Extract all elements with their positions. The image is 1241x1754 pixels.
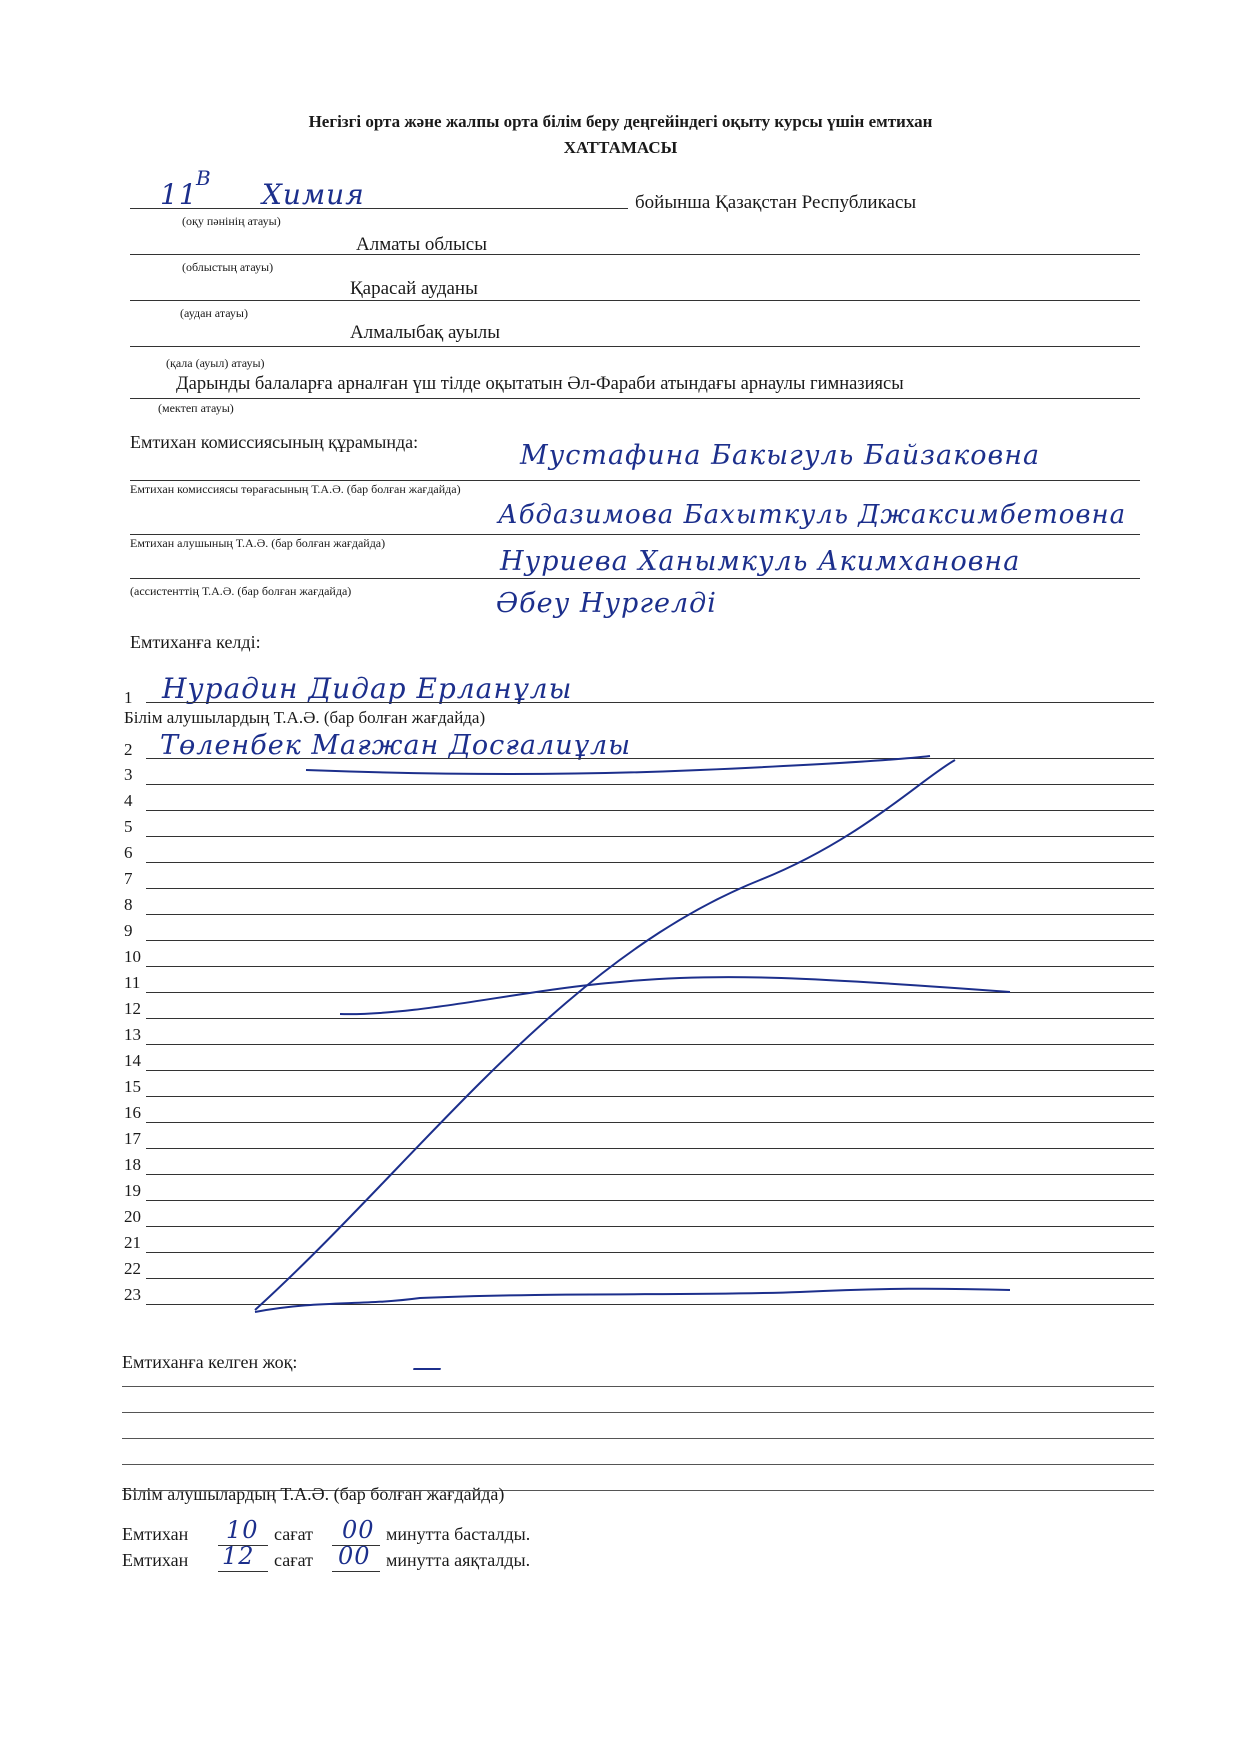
exam-end-prefix: Емтихан xyxy=(122,1550,189,1570)
exam-end-hour-line xyxy=(218,1571,268,1572)
district-caption: (аудан атауы) xyxy=(180,306,248,320)
attended-row-number: 23 xyxy=(124,1285,141,1304)
attended-row-number: 2 xyxy=(124,740,133,759)
cross-out-underline-stroke xyxy=(306,756,930,774)
absent-mark: — xyxy=(412,1350,443,1385)
attended-fio-caption: Білім алушылардың Т.А.Ә. (бар болған жағдайда) xyxy=(124,708,486,727)
exam-end-minutes-line xyxy=(332,1571,380,1572)
attended-row-number: 22 xyxy=(124,1259,141,1278)
school-value: Дарынды балаларға арналған үш тілде оқытатын Әл-Фараби атындағы арнаулы гимназиясы xyxy=(176,374,904,394)
commission-chair-caption: Емтихан комиссиясы төрағасының Т.А.Ә. (бар болған жағдайда) xyxy=(130,482,461,496)
subject-suffix: бойынша Қазақстан Республикасы xyxy=(635,192,917,213)
attended-row-number: 5 xyxy=(124,817,133,836)
commission-examiner-name: Абдазимова Бахыткуль Джаксимбетовна xyxy=(498,500,1127,530)
attended-row-number: 9 xyxy=(124,921,133,940)
region-value: Алматы облысы xyxy=(356,234,487,255)
attended-row-number: 8 xyxy=(124,895,133,914)
commission-examiner-caption: Емтихан алушының Т.А.Ә. (бар болған жағдайда) xyxy=(130,536,386,550)
school-caption: (мектеп атауы) xyxy=(158,401,234,415)
attended-row-number: 17 xyxy=(124,1129,141,1148)
attended-row-number: 12 xyxy=(124,999,141,1018)
cross-out-bottom-stroke xyxy=(255,1289,1010,1312)
attended-student-name-1: Нурадин Дидар Ерланұлы xyxy=(162,672,573,705)
attended-row-number: 6 xyxy=(124,843,133,862)
exam-end-hour-word: сағат xyxy=(274,1550,313,1570)
attended-row-number: 20 xyxy=(124,1207,141,1226)
exam-start-hour: 10 xyxy=(226,1516,259,1544)
town-caption: (қала (ауыл) атауы) xyxy=(166,356,265,370)
subject-grade-letter: В xyxy=(196,166,212,190)
district-value: Қарасай ауданы xyxy=(350,278,478,299)
exam-end-minutes: 00 xyxy=(338,1542,371,1570)
absent-blank-line xyxy=(122,1464,1154,1465)
attended-row-number: 10 xyxy=(124,947,141,966)
attended-row-number: 11 xyxy=(124,973,141,992)
absent-blank-line xyxy=(122,1386,1154,1387)
commission-assistant-name-1: Нуриева Ханымкуль Акимхановна xyxy=(500,546,1021,577)
commission-heading: Емтихан комиссиясының құрамында: xyxy=(130,432,419,452)
cross-out-diagonal-stroke xyxy=(255,760,955,1310)
attended-row-number: 7 xyxy=(124,869,133,888)
attended-student-name-2: Төленбек Мағжан Досғалиұлы xyxy=(160,730,632,761)
attended-row-number: 18 xyxy=(124,1155,141,1174)
attended-row-number: 19 xyxy=(124,1181,141,1200)
exam-end-suffix: минутта аяқталды. xyxy=(386,1550,531,1570)
attended-row-number: 13 xyxy=(124,1025,141,1044)
absent-blank-line xyxy=(122,1438,1154,1439)
subject-caption: (оқу пәнінің атауы) xyxy=(182,214,281,228)
attended-row-number: 14 xyxy=(124,1051,141,1070)
exam-start-suffix: минутта басталды. xyxy=(386,1524,531,1544)
commission-assistant-name-2: Әбеу Нургелді xyxy=(496,588,717,619)
attended-row-number: 3 xyxy=(124,765,133,784)
exam-start-prefix: Емтихан xyxy=(122,1524,189,1544)
attended-row-number: 16 xyxy=(124,1103,141,1122)
document-title-line-2: ХАТТАМАСЫ xyxy=(563,138,678,157)
subject-name: Химия xyxy=(262,178,365,211)
region-caption: (облыстың атауы) xyxy=(182,260,274,274)
attended-row-number: 15 xyxy=(124,1077,141,1096)
exam-end-hour: 12 xyxy=(222,1542,255,1570)
attended-row-number: 21 xyxy=(124,1233,141,1252)
subject-grade: 11 xyxy=(160,178,198,211)
cross-out-arc-stroke xyxy=(340,977,1010,1014)
document-title-line-1: Негізгі орта және жалпы орта білім беру деңгейіндегі оқыту курсы үшін емтихан xyxy=(308,112,933,131)
attended-row-number: 4 xyxy=(124,791,133,810)
exam-start-minutes: 00 xyxy=(342,1516,375,1544)
commission-chair-name: Мустафина Бакыгуль Байзаковна xyxy=(520,440,1041,471)
commission-assistant-caption: (ассистенттің Т.А.Ә. (бар болған жағдайда) xyxy=(130,584,352,598)
absent-blank-line xyxy=(122,1412,1154,1413)
town-value: Алмалыбақ ауылы xyxy=(350,322,501,343)
absent-heading: Емтиханға келген жоқ: xyxy=(122,1352,298,1372)
attended-heading: Емтиханға келді: xyxy=(130,632,261,652)
attended-row-number: 1 xyxy=(124,688,133,707)
exam-start-hour-word: сағат xyxy=(274,1524,313,1544)
absent-fio-caption: Білім алушылардың Т.А.Ә. (бар болған жағдайда) xyxy=(122,1484,505,1504)
